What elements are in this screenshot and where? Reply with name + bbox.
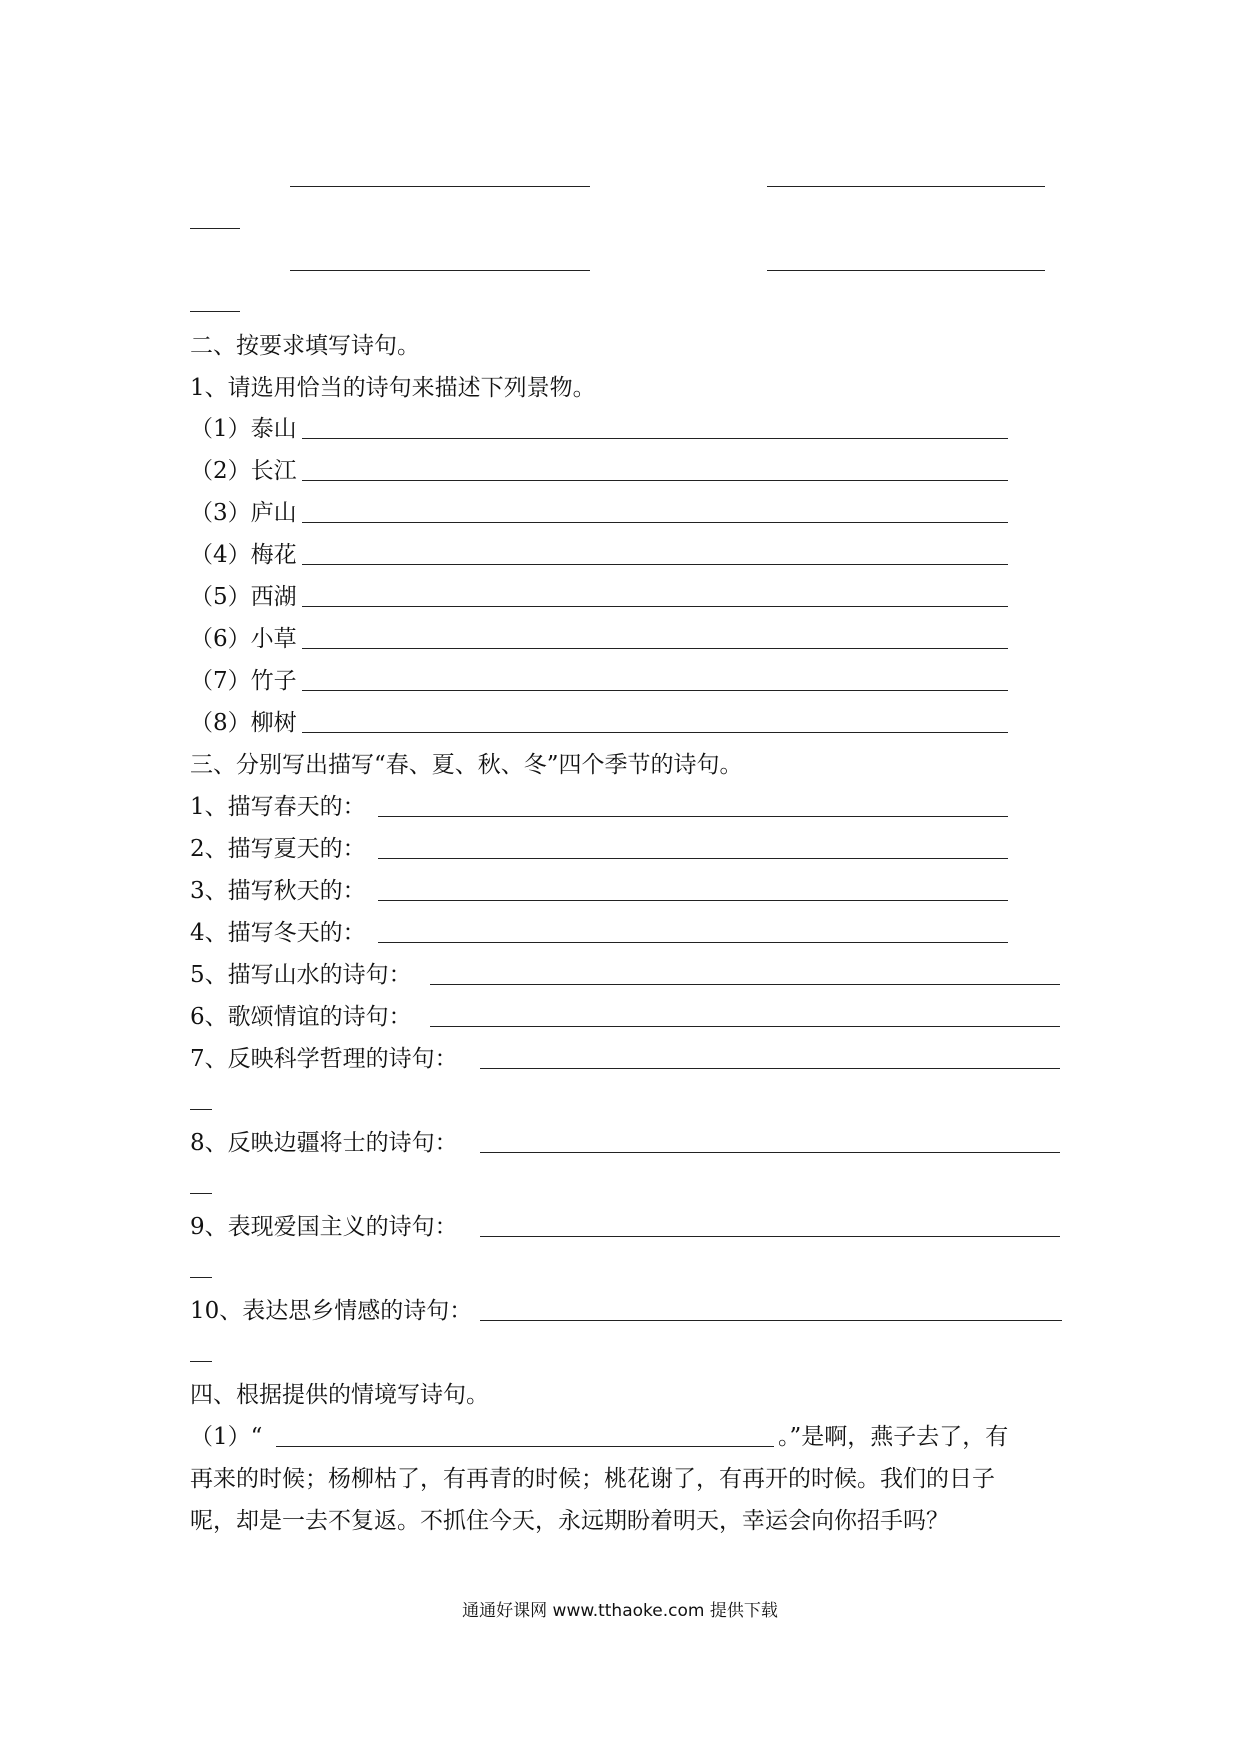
answer-line[interactable] [302, 732, 1008, 733]
scenario-text-line: 呢，却是一去不复返。不抓住今天，永远期盼着明天，幸运会向你招手吗？ [190, 1508, 949, 1534]
season-label: 1、描写春天的： [190, 794, 366, 820]
blank-line[interactable] [190, 311, 240, 312]
answer-line[interactable] [378, 942, 1008, 943]
answer-line[interactable] [480, 1236, 1060, 1237]
scenery-label: （2）长江 [190, 458, 297, 484]
answer-line[interactable] [302, 648, 1008, 649]
blank-line[interactable] [190, 1277, 212, 1278]
theme-label: 8、反映边疆将士的诗句： [190, 1130, 458, 1156]
scenery-label: （6）小草 [190, 626, 297, 652]
scenery-label: （4）梅花 [190, 542, 297, 568]
answer-line[interactable] [480, 1320, 1062, 1321]
blank-line[interactable] [290, 186, 590, 187]
answer-line[interactable] [480, 1152, 1060, 1153]
blank-line[interactable] [190, 1109, 212, 1110]
answer-line[interactable] [430, 1026, 1060, 1027]
season-label: 3、描写秋天的： [190, 878, 366, 904]
theme-label: 9、表现爱国主义的诗句： [190, 1214, 458, 1240]
answer-line[interactable] [302, 480, 1008, 481]
scenario-text-line: 再来的时候；杨柳枯了，有再青的时候；桃花谢了，有再开的时候。我们的日子 [190, 1466, 995, 1492]
theme-label: 10、表达思乡情感的诗句： [190, 1298, 473, 1324]
answer-line[interactable] [302, 522, 1008, 523]
scenery-label: （7）竹子 [190, 668, 297, 694]
answer-line[interactable] [480, 1068, 1060, 1069]
answer-line[interactable] [276, 1446, 774, 1447]
section3-heading: 三、分别写出描写“春、夏、秋、冬”四个季节的诗句。 [190, 752, 743, 778]
theme-label: 5、描写山水的诗句： [190, 962, 412, 988]
blank-line[interactable] [767, 186, 1045, 187]
scenery-label: （5）西湖 [190, 584, 297, 610]
blank-line[interactable] [190, 1193, 212, 1194]
answer-line[interactable] [302, 438, 1008, 439]
scenario-prefix: （1）“ [190, 1424, 263, 1450]
scenery-label: （3）庐山 [190, 500, 297, 526]
answer-line[interactable] [302, 564, 1008, 565]
scenery-label: （8）柳树 [190, 710, 297, 736]
blank-line[interactable] [290, 270, 590, 271]
answer-line[interactable] [302, 690, 1008, 691]
section2-heading: 二、按要求填写诗句。 [190, 333, 420, 359]
blank-line[interactable] [190, 1361, 212, 1362]
blank-line[interactable] [190, 228, 240, 229]
answer-line[interactable] [378, 858, 1008, 859]
answer-line[interactable] [378, 816, 1008, 817]
blank-line[interactable] [767, 270, 1045, 271]
season-label: 2、描写夏天的： [190, 836, 366, 862]
scenario-suffix: 。”是啊，燕子去了，有 [778, 1424, 1009, 1450]
section4-heading: 四、根据提供的情境写诗句。 [190, 1382, 489, 1408]
section2-question1: 1、请选用恰当的诗句来描述下列景物。 [190, 375, 596, 401]
answer-line[interactable] [430, 984, 1060, 985]
theme-label: 7、反映科学哲理的诗句： [190, 1046, 458, 1072]
scenery-label: （1）泰山 [190, 416, 297, 442]
answer-line[interactable] [302, 606, 1008, 607]
season-label: 4、描写冬天的： [190, 920, 366, 946]
theme-label: 6、歌颂情谊的诗句： [190, 1004, 412, 1030]
footer-text: 通通好课网 www.tthaoke.com 提供下载 [462, 1601, 778, 1621]
answer-line[interactable] [378, 900, 1008, 901]
